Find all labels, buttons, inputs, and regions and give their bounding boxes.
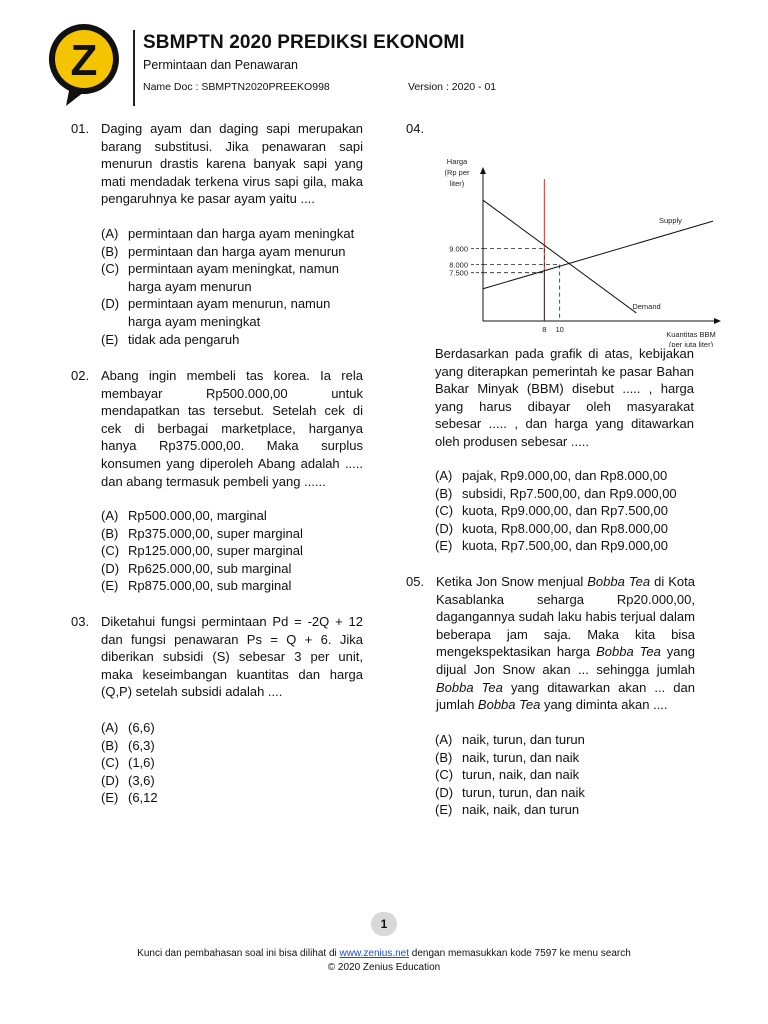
option-text: kuota, Rp8.000,00, dan Rp8.000,00 <box>462 520 668 536</box>
option-text: kuota, Rp7.500,00, dan Rp9.000,00 <box>462 538 668 554</box>
option-text: tidak ada pengaruh <box>128 331 240 347</box>
option-a[interactable] <box>435 731 697 749</box>
option-b[interactable] <box>101 243 363 261</box>
option-text: subsidi, Rp7.500,00, dan Rp9.000,00 <box>462 485 677 501</box>
option-b[interactable] <box>435 485 697 503</box>
option-text: permintaan dan harga ayam menurun <box>128 243 346 259</box>
option-label: (A) <box>435 732 453 747</box>
option-text: Rp125.000,00, super marginal <box>128 543 303 559</box>
option-text: kuota, Rp9.000,00, dan Rp7.500,00 <box>462 503 668 519</box>
option-text: naik, turun, dan turun <box>462 732 585 747</box>
option-b[interactable] <box>435 749 697 767</box>
option-text: Rp625.000,00, sub marginal <box>128 560 292 576</box>
option-text: permintaan ayam menurun, namun harga ayam meningkat <box>128 296 331 329</box>
question-text: Daging ayam dan daging sapi merupakan barang substitusi. Jika penawaran sapi menurun drastis karena banyak sapi yang mati mendadak terkena virus sapi gila, maka pengaruhnya ke pasar ayam yaitu .... <box>101 121 363 207</box>
option-label: (B) <box>101 243 119 259</box>
option-text: (6,3) <box>128 737 155 753</box>
option-c[interactable] <box>435 502 697 520</box>
option-b[interactable] <box>101 525 363 543</box>
page-number-badge: 1 <box>371 912 397 936</box>
option-label: (C) <box>435 503 454 519</box>
y-tick-label: 7.500 <box>449 268 468 278</box>
option-text: Rp375.000,00, super marginal <box>128 525 303 541</box>
logo-letter: Z <box>70 36 98 85</box>
option-label: (A) <box>435 468 453 483</box>
option-text: permintaan ayam meningkat, namun harga ayam menurun <box>128 261 340 294</box>
y-axis-label: (Rp per <box>444 168 470 177</box>
option-d[interactable] <box>435 520 697 538</box>
footer-text: dengan memasukkan kode 7597 ke menu search <box>409 948 631 959</box>
option-label: (B) <box>435 749 453 765</box>
zenius-link[interactable]: www.zenius.net <box>339 948 410 959</box>
demand-label: Demand <box>632 301 661 311</box>
option-label: (C) <box>101 261 120 277</box>
option-label: (A) <box>101 720 119 735</box>
y-tick-label: 8.000 <box>449 260 468 270</box>
option-e[interactable] <box>101 789 363 807</box>
option-label: (A) <box>101 226 119 241</box>
option-label: (D) <box>101 560 120 576</box>
option-label: (E) <box>101 578 119 594</box>
option-a[interactable] <box>101 225 363 243</box>
y-axis-label: Harga <box>446 157 468 166</box>
option-text: Rp875.000,00, sub marginal <box>128 578 292 594</box>
question-4-text: Berdasarkan pada grafik di atas, kebijakan yang diterapkan pemerintah ke pasar Bahan Bakar Minyak (BBM) disebut ..... , harga yang harus dibayar oleh masyarakat sebesar ..... , dan harga yang ditawarkan oleh produsen sebesar ..... <box>435 346 694 449</box>
question-text: Diketahui fungsi permintaan Pd = -2Q + 12 dan fungsi penawaran Ps = Q + 6. Jika diberikan subsidi (S) sebesar 3 per unit, maka keseimbangan kuantitas dan harga (Q,P) setelah subsidi adalah .... <box>101 614 363 700</box>
option-text: turun, turun, dan naik <box>462 784 585 800</box>
option-c[interactable] <box>435 766 697 784</box>
text-run-italic: Bobba Tea <box>477 697 541 713</box>
x-axis-label: Kuantitas BBM <box>666 330 716 339</box>
footer-note <box>0 948 768 959</box>
option-d[interactable] <box>101 295 363 330</box>
document-version: Version : 2020 - 01 <box>408 81 497 93</box>
option-b[interactable] <box>101 737 363 755</box>
option-label: (C) <box>101 755 120 771</box>
option-e[interactable] <box>101 331 363 349</box>
document-name: Name Doc : SBMPTN2020PREEKO998 <box>143 81 330 93</box>
option-label: (E) <box>101 790 119 806</box>
question-number: 02. <box>71 368 90 383</box>
y-tick-label: 9.000 <box>449 244 468 254</box>
x-axis-arrow <box>714 318 721 324</box>
option-c[interactable] <box>101 542 363 560</box>
zenius-logo <box>46 22 122 108</box>
option-label: (B) <box>101 525 119 541</box>
question-number: 03. <box>71 614 90 629</box>
question-2-options <box>101 507 363 595</box>
text-run: yang ditawarkan akan ... dan jumlah <box>436 679 695 713</box>
option-e[interactable] <box>435 537 697 555</box>
text-run: Ketika Jon Snow menjual <box>436 574 588 589</box>
option-c[interactable] <box>101 754 363 772</box>
option-label: (C) <box>101 543 120 559</box>
question-4-options <box>435 467 697 555</box>
option-label: (D) <box>435 784 454 800</box>
option-text: (6,12 <box>128 790 158 806</box>
footer-copyright: © 2020 Zenius Education <box>327 962 441 973</box>
option-label: (E) <box>435 538 453 554</box>
question-4-number: 04. <box>406 121 425 136</box>
option-text: (6,6) <box>128 720 155 735</box>
footer-text: Kunci dan pembahasan soal ini bisa dilihat di <box>137 948 340 959</box>
option-e[interactable] <box>435 801 697 819</box>
text-run: di Kota Kasablanka seharga Rp20.000,00, dagangannya sudah laku habis terjual dalam beberapa jam saja. Maka kita bisa mengekspektasikan harga <box>436 574 695 660</box>
supply-label: Supply <box>659 216 682 226</box>
option-a[interactable] <box>101 719 363 737</box>
option-text: naik, naik, dan turun <box>462 802 580 818</box>
x-tick-label: 10 <box>555 325 564 334</box>
option-d[interactable] <box>101 560 363 578</box>
question-number: 05. <box>406 574 425 589</box>
option-label: (D) <box>101 772 120 788</box>
text-run: yang dijual Jon Snow akan ... sehingga jumlah <box>436 644 695 677</box>
header-divider <box>133 30 135 106</box>
option-a[interactable] <box>101 507 363 525</box>
option-label: (A) <box>101 508 119 523</box>
x-axis-label: (per juta liter) <box>668 340 714 347</box>
question-1-options <box>101 225 363 348</box>
supply-curve <box>483 221 713 289</box>
text-run: yang diminta akan .... <box>540 697 668 713</box>
option-label: (D) <box>435 520 454 536</box>
question-text <box>436 573 695 714</box>
question-text: Abang ingin membeli tas korea. Ia rela membayar Rp500.000,00 untuk mendapatkan tas tersebut. Setelah cek di cek di berbagai marketplace, harganya hanya Rp375.000,00. Maka surplus konsumen yang diperoleh Abang adalah ..... dan abang termasuk pembeli yang ...... <box>101 368 363 489</box>
supply-demand-chart <box>425 152 725 347</box>
document-subtitle: Permintaan dan Penawaran <box>143 58 298 72</box>
option-label: (E) <box>101 331 119 347</box>
y-axis-label: liter) <box>449 179 465 188</box>
option-label: (B) <box>435 485 453 501</box>
document-title: SBMPTN 2020 PREDIKSI EKONOMI <box>143 32 465 53</box>
option-label: (B) <box>101 737 119 753</box>
question-3-options <box>101 719 363 807</box>
option-text: pajak, Rp9.000,00, dan Rp8.000,00 <box>462 468 668 483</box>
option-text: Rp500.000,00, marginal <box>128 508 267 523</box>
text-run-italic: Bobba Tea <box>436 679 503 695</box>
x-tick-label: 8 <box>542 325 547 334</box>
option-c[interactable] <box>101 260 363 295</box>
text-run-italic: Bobba Tea <box>587 574 651 589</box>
option-text: permintaan dan harga ayam meningkat <box>128 226 355 241</box>
option-text: (3,6) <box>128 772 155 788</box>
question-5-options <box>435 731 697 819</box>
option-text: (1,6) <box>128 755 155 771</box>
option-text: naik, turun, dan naik <box>462 749 580 765</box>
option-label: (E) <box>435 802 453 818</box>
y-axis-arrow <box>480 167 486 174</box>
option-d[interactable] <box>101 772 363 790</box>
option-label: (D) <box>101 296 120 312</box>
option-d[interactable] <box>435 784 697 802</box>
option-a[interactable] <box>435 467 697 485</box>
option-text: turun, naik, dan naik <box>462 767 580 783</box>
option-e[interactable] <box>101 577 363 595</box>
text-run-italic: Bobba Tea <box>596 644 661 660</box>
option-label: (C) <box>435 767 454 783</box>
question-number: 01. <box>71 121 90 136</box>
